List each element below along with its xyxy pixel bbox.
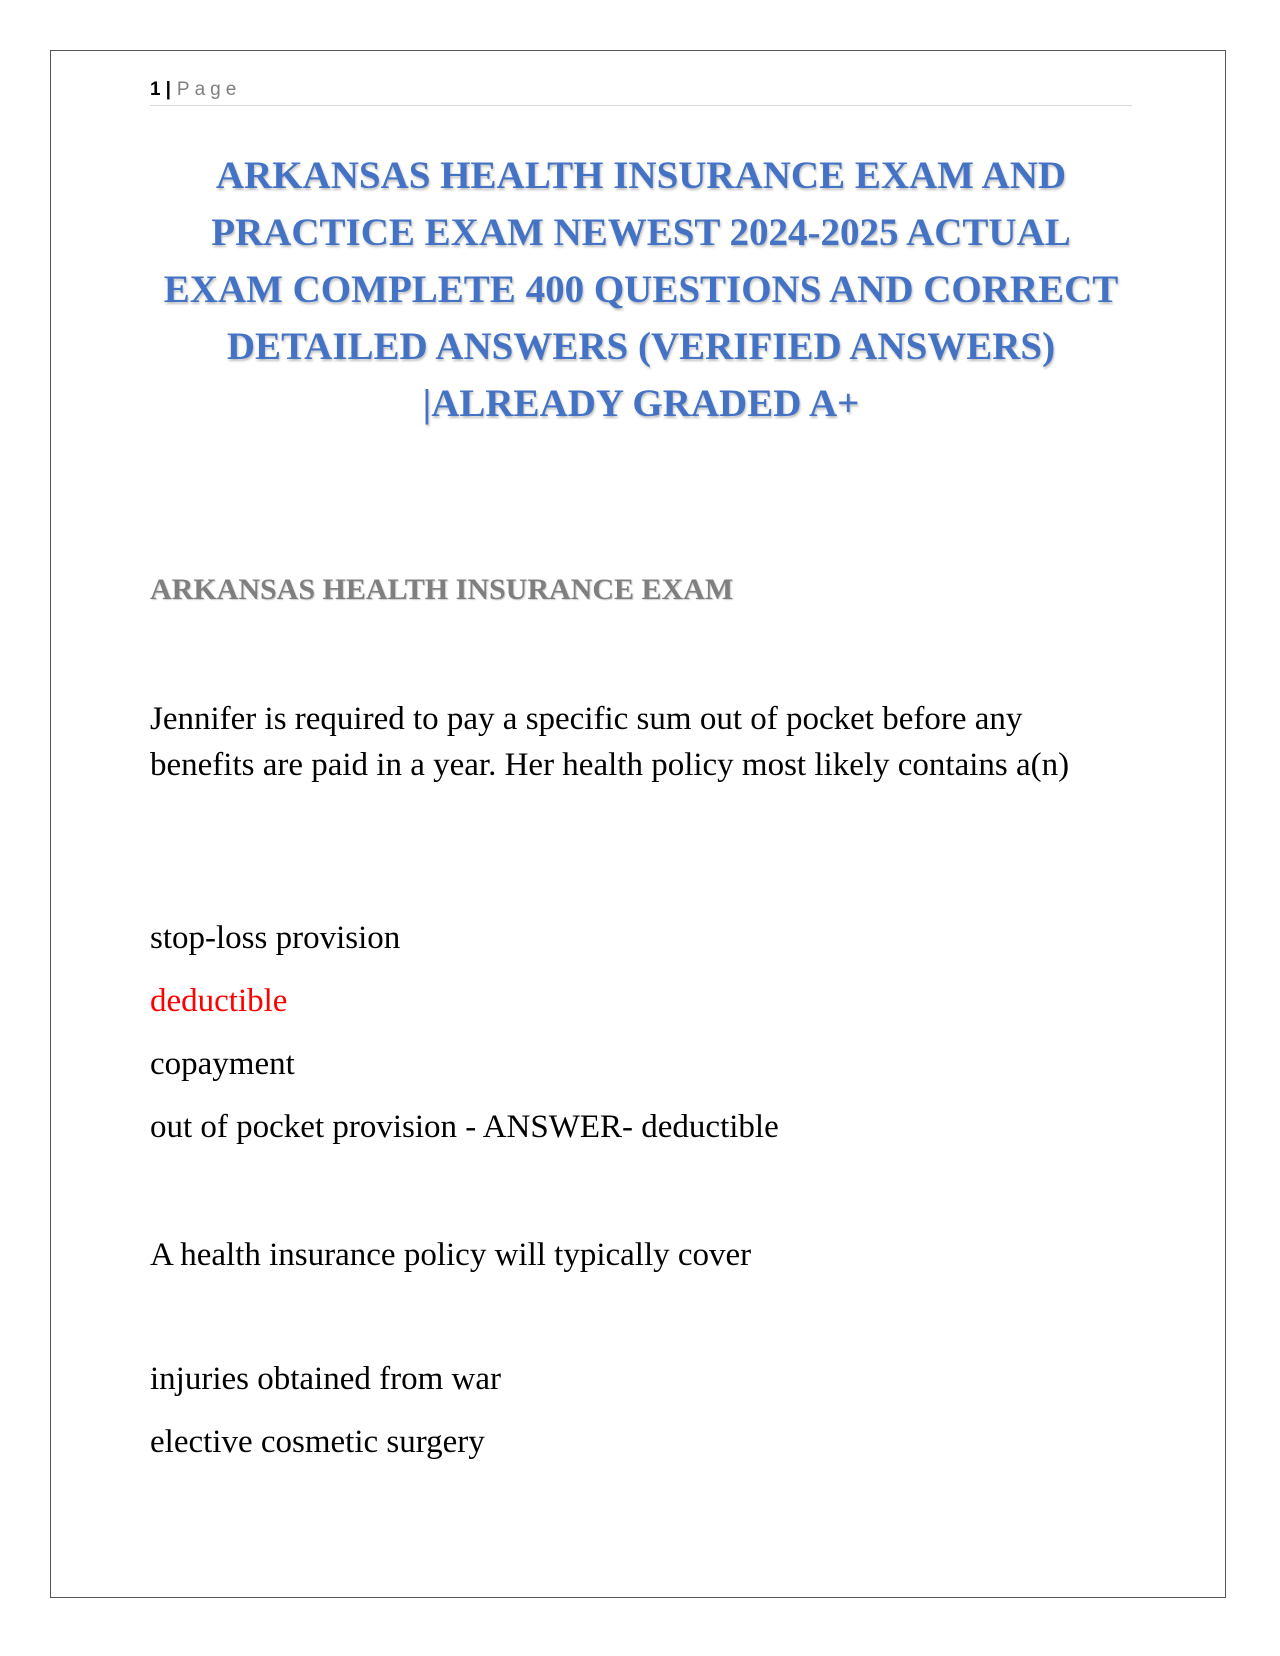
page-separator: | [165, 79, 171, 100]
answer-option: elective cosmetic surgery [150, 1424, 485, 1460]
page-header [150, 77, 1132, 106]
answer-option-with-answer: out of pocket provision - ANSWER- deductible [150, 1109, 779, 1145]
question-text: Jennifer is required to pay a specific sum out of pocket before any benefits are paid in a year. Her health policy most likely contains a(n) [150, 701, 1070, 783]
section-heading: ARKANSAS HEALTH INSURANCE EXAM [150, 573, 734, 606]
answer-option: copayment [150, 1046, 295, 1082]
answer-option: stop-loss provision [150, 920, 401, 956]
page-label: Page [176, 79, 242, 100]
document-title: ARKANSAS HEALTH INSURANCE EXAM AND PRACTICE EXAM NEWEST 2024-2025 ACTUAL EXAM COMPLETE 400 QUESTIONS AND CORRECT DETAILED ANSWERS (VERIFIED ANSWERS) |ALREADY GRADED A+ [163, 154, 1119, 425]
question-text: A health insurance policy will typically cover [150, 1237, 752, 1273]
answer-option: injuries obtained from war [150, 1361, 501, 1397]
answer-option-correct: deductible [150, 983, 288, 1019]
page-number: 1 [150, 79, 161, 100]
